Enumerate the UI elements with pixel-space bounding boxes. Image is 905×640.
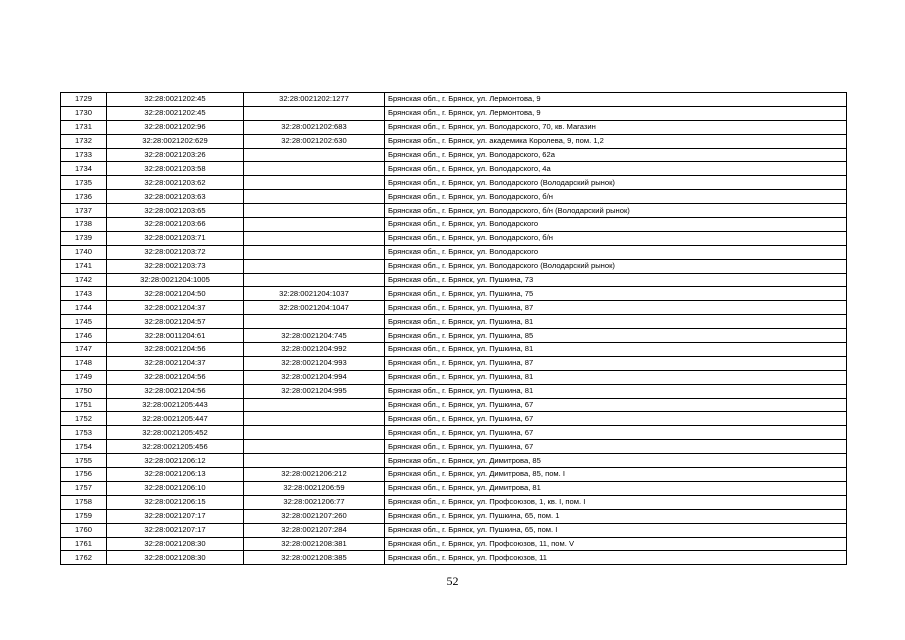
row-number-cell: 1752 — [61, 412, 107, 426]
row-number-cell: 1755 — [61, 454, 107, 468]
table-row — [61, 176, 847, 190]
object-cadastral-number-cell — [244, 426, 385, 440]
table-row — [61, 356, 847, 370]
row-number-cell: 1743 — [61, 287, 107, 301]
land-cadastral-number-cell: 32:28:0021202:45 — [107, 93, 244, 107]
table-row — [61, 551, 847, 565]
land-cadastral-number-cell: 32:28:0021203:71 — [107, 231, 244, 245]
address-cell: Брянская обл., г. Брянск, ул. Димитрова, 85, пом. I — [385, 468, 847, 482]
land-cadastral-number-cell: 32:28:0021203:73 — [107, 259, 244, 273]
address-cell: Брянская обл., г. Брянск, ул. Володарского — [385, 245, 847, 259]
land-cadastral-number-cell: 32:28:0021206:12 — [107, 454, 244, 468]
land-cadastral-number-cell: 32:28:0011204:61 — [107, 329, 244, 343]
table-row — [61, 190, 847, 204]
table-row — [61, 384, 847, 398]
object-cadastral-number-cell — [244, 440, 385, 454]
address-cell: Брянская обл., г. Брянск, ул. Володарского (Володарский рынок) — [385, 259, 847, 273]
address-cell: Брянская обл., г. Брянск, ул. Профсоюзов, 11 — [385, 551, 847, 565]
address-cell: Брянская обл., г. Брянск, ул. Володарского (Володарский рынок) — [385, 176, 847, 190]
address-cell: Брянская обл., г. Брянск, ул. Профсоюзов, 11, пом. V — [385, 537, 847, 551]
row-number-cell: 1741 — [61, 259, 107, 273]
table-row — [61, 495, 847, 509]
row-number-cell: 1758 — [61, 495, 107, 509]
land-cadastral-number-cell: 32:28:0021205:443 — [107, 398, 244, 412]
table-row — [61, 273, 847, 287]
object-cadastral-number-cell: 32:28:0021206:77 — [244, 495, 385, 509]
object-cadastral-number-cell: 32:28:0021202:683 — [244, 120, 385, 134]
object-cadastral-number-cell: 32:28:0021208:381 — [244, 537, 385, 551]
object-cadastral-number-cell: 32:28:0021202:630 — [244, 134, 385, 148]
table-row — [61, 537, 847, 551]
row-number-cell: 1733 — [61, 148, 107, 162]
row-number-cell: 1753 — [61, 426, 107, 440]
land-cadastral-number-cell: 32:28:0021207:17 — [107, 509, 244, 523]
table-row — [61, 120, 847, 134]
address-cell: Брянская обл., г. Брянск, ул. Пушкина, 67 — [385, 426, 847, 440]
row-number-cell: 1740 — [61, 245, 107, 259]
address-cell: Брянская обл., г. Брянск, ул. Володарского, б/н — [385, 190, 847, 204]
object-cadastral-number-cell — [244, 315, 385, 329]
table-row — [61, 398, 847, 412]
table-row — [61, 259, 847, 273]
land-cadastral-number-cell: 32:28:0021204:1005 — [107, 273, 244, 287]
row-number-cell: 1739 — [61, 231, 107, 245]
row-number-cell: 1749 — [61, 370, 107, 384]
table-row — [61, 343, 847, 357]
table-row — [61, 315, 847, 329]
address-cell: Брянская обл., г. Брянск, ул. Володарского, б/н — [385, 231, 847, 245]
address-cell: Брянская обл., г. Брянск, ул. Пушкина, 65, пом. I — [385, 523, 847, 537]
land-cadastral-number-cell: 32:28:0021203:58 — [107, 162, 244, 176]
table-row — [61, 440, 847, 454]
row-number-cell: 1751 — [61, 398, 107, 412]
address-cell: Брянская обл., г. Брянск, ул. Димитрова, 85 — [385, 454, 847, 468]
land-cadastral-number-cell: 32:28:0021207:17 — [107, 523, 244, 537]
land-cadastral-number-cell: 32:28:0021204:56 — [107, 343, 244, 357]
object-cadastral-number-cell: 32:28:0021204:1037 — [244, 287, 385, 301]
row-number-cell: 1757 — [61, 481, 107, 495]
table-row — [61, 162, 847, 176]
address-cell: Брянская обл., г. Брянск, ул. Профсоюзов, 1, кв. I, пом. I — [385, 495, 847, 509]
address-cell: Брянская обл., г. Брянск, ул. Пушкина, 81 — [385, 343, 847, 357]
object-cadastral-number-cell — [244, 190, 385, 204]
object-cadastral-number-cell: 32:28:0021207:260 — [244, 509, 385, 523]
row-number-cell: 1759 — [61, 509, 107, 523]
row-number-cell: 1756 — [61, 468, 107, 482]
address-cell: Брянская обл., г. Брянск, ул. Пушкина, 67 — [385, 398, 847, 412]
land-cadastral-number-cell: 32:28:0021203:63 — [107, 190, 244, 204]
table-row — [61, 454, 847, 468]
table-row — [61, 426, 847, 440]
object-cadastral-number-cell — [244, 454, 385, 468]
address-cell: Брянская обл., г. Брянск, ул. Пушкина, 67 — [385, 412, 847, 426]
table-row — [61, 301, 847, 315]
object-cadastral-number-cell: 32:28:0021204:745 — [244, 329, 385, 343]
object-cadastral-number-cell — [244, 398, 385, 412]
table-row — [61, 412, 847, 426]
object-cadastral-number-cell — [244, 162, 385, 176]
object-cadastral-number-cell: 32:28:0021204:1047 — [244, 301, 385, 315]
row-number-cell: 1730 — [61, 106, 107, 120]
object-cadastral-number-cell — [244, 148, 385, 162]
row-number-cell: 1734 — [61, 162, 107, 176]
address-cell: Брянская обл., г. Брянск, ул. Пушкина, 81 — [385, 370, 847, 384]
object-cadastral-number-cell: 32:28:0021204:993 — [244, 356, 385, 370]
row-number-cell: 1742 — [61, 273, 107, 287]
address-cell: Брянская обл., г. Брянск, ул. Пушкина, 81 — [385, 384, 847, 398]
land-cadastral-number-cell: 32:28:0021208:30 — [107, 551, 244, 565]
address-cell: Брянская обл., г. Брянск, ул. Володарского, 62а — [385, 148, 847, 162]
table-row — [61, 93, 847, 107]
land-cadastral-number-cell: 32:28:0021205:452 — [107, 426, 244, 440]
address-cell: Брянская обл., г. Брянск, ул. Пушкина, 81 — [385, 315, 847, 329]
object-cadastral-number-cell: 32:28:0021206:59 — [244, 481, 385, 495]
row-number-cell: 1744 — [61, 301, 107, 315]
table-row — [61, 148, 847, 162]
land-cadastral-number-cell: 32:28:0021206:13 — [107, 468, 244, 482]
table-row — [61, 204, 847, 218]
table-row — [61, 523, 847, 537]
land-cadastral-number-cell: 32:28:0021208:30 — [107, 537, 244, 551]
address-cell: Брянская обл., г. Брянск, ул. академика Королева, 9, пом. 1,2 — [385, 134, 847, 148]
address-cell: Брянская обл., г. Брянск, ул. Володарского, б/н (Володарский рынок) — [385, 204, 847, 218]
object-cadastral-number-cell: 32:28:0021202:1277 — [244, 93, 385, 107]
object-cadastral-number-cell — [244, 259, 385, 273]
land-cadastral-number-cell: 32:28:0021204:57 — [107, 315, 244, 329]
object-cadastral-number-cell — [244, 176, 385, 190]
row-number-cell: 1762 — [61, 551, 107, 565]
table-row — [61, 245, 847, 259]
page-number: 52 — [446, 574, 459, 588]
row-number-cell: 1750 — [61, 384, 107, 398]
object-cadastral-number-cell: 32:28:0021204:992 — [244, 343, 385, 357]
land-cadastral-number-cell: 32:28:0021206:15 — [107, 495, 244, 509]
table-row — [61, 481, 847, 495]
land-cadastral-number-cell: 32:28:0021206:10 — [107, 481, 244, 495]
object-cadastral-number-cell — [244, 106, 385, 120]
land-cadastral-number-cell: 32:28:0021203:65 — [107, 204, 244, 218]
address-cell: Брянская обл., г. Брянск, ул. Лермонтова, 9 — [385, 106, 847, 120]
object-cadastral-number-cell — [244, 218, 385, 232]
row-number-cell: 1736 — [61, 190, 107, 204]
land-cadastral-number-cell: 32:28:0021204:56 — [107, 384, 244, 398]
land-cadastral-number-cell: 32:28:0021205:456 — [107, 440, 244, 454]
row-number-cell: 1746 — [61, 329, 107, 343]
land-cadastral-number-cell: 32:28:0021204:56 — [107, 370, 244, 384]
table-row — [61, 370, 847, 384]
address-cell: Брянская обл., г. Брянск, ул. Володарского, 70, кв. Магазин — [385, 120, 847, 134]
land-cadastral-number-cell: 32:28:0021203:66 — [107, 218, 244, 232]
row-number-cell: 1729 — [61, 93, 107, 107]
table-row — [61, 509, 847, 523]
land-cadastral-number-cell: 32:28:0021202:96 — [107, 120, 244, 134]
land-cadastral-number-cell: 32:28:0021202:45 — [107, 106, 244, 120]
row-number-cell: 1745 — [61, 315, 107, 329]
table-row — [61, 329, 847, 343]
address-cell: Брянская обл., г. Брянск, ул. Пушкина, 73 — [385, 273, 847, 287]
row-number-cell: 1735 — [61, 176, 107, 190]
table-row — [61, 218, 847, 232]
object-cadastral-number-cell: 32:28:0021204:994 — [244, 370, 385, 384]
land-cadastral-number-cell: 32:28:0021205:447 — [107, 412, 244, 426]
address-cell: Брянская обл., г. Брянск, ул. Димитрова, 81 — [385, 481, 847, 495]
address-cell: Брянская обл., г. Брянск, ул. Пушкина, 75 — [385, 287, 847, 301]
row-number-cell: 1748 — [61, 356, 107, 370]
table-row — [61, 106, 847, 120]
land-cadastral-number-cell: 32:28:0021204:37 — [107, 301, 244, 315]
address-cell: Брянская обл., г. Брянск, ул. Пушкина, 65, пом. 1 — [385, 509, 847, 523]
land-cadastral-number-cell: 32:28:0021203:26 — [107, 148, 244, 162]
object-cadastral-number-cell: 32:28:0021204:995 — [244, 384, 385, 398]
address-cell: Брянская обл., г. Брянск, ул. Володарского — [385, 218, 847, 232]
object-cadastral-number-cell — [244, 245, 385, 259]
row-number-cell: 1747 — [61, 343, 107, 357]
row-number-cell: 1754 — [61, 440, 107, 454]
table-row — [61, 231, 847, 245]
object-cadastral-number-cell: 32:28:0021208:385 — [244, 551, 385, 565]
table-row — [61, 468, 847, 482]
table-row — [61, 134, 847, 148]
land-cadastral-number-cell: 32:28:0021203:62 — [107, 176, 244, 190]
property-registry-table — [60, 92, 847, 565]
land-cadastral-number-cell: 32:28:0021204:50 — [107, 287, 244, 301]
address-cell: Брянская обл., г. Брянск, ул. Пушкина, 67 — [385, 440, 847, 454]
address-cell: Брянская обл., г. Брянск, ул. Пушкина, 87 — [385, 356, 847, 370]
row-number-cell: 1738 — [61, 218, 107, 232]
object-cadastral-number-cell: 32:28:0021206:212 — [244, 468, 385, 482]
land-cadastral-number-cell: 32:28:0021204:37 — [107, 356, 244, 370]
address-cell: Брянская обл., г. Брянск, ул. Лермонтова, 9 — [385, 93, 847, 107]
row-number-cell: 1731 — [61, 120, 107, 134]
registry-table-body — [61, 93, 847, 565]
object-cadastral-number-cell — [244, 412, 385, 426]
object-cadastral-number-cell: 32:28:0021207:284 — [244, 523, 385, 537]
address-cell: Брянская обл., г. Брянск, ул. Пушкина, 85 — [385, 329, 847, 343]
row-number-cell: 1760 — [61, 523, 107, 537]
land-cadastral-number-cell: 32:28:0021203:72 — [107, 245, 244, 259]
object-cadastral-number-cell — [244, 231, 385, 245]
table-row — [61, 287, 847, 301]
row-number-cell: 1761 — [61, 537, 107, 551]
object-cadastral-number-cell — [244, 204, 385, 218]
address-cell: Брянская обл., г. Брянск, ул. Володарского, 4а — [385, 162, 847, 176]
address-cell: Брянская обл., г. Брянск, ул. Пушкина, 87 — [385, 301, 847, 315]
land-cadastral-number-cell: 32:28:0021202:629 — [107, 134, 244, 148]
row-number-cell: 1737 — [61, 204, 107, 218]
object-cadastral-number-cell — [244, 273, 385, 287]
row-number-cell: 1732 — [61, 134, 107, 148]
